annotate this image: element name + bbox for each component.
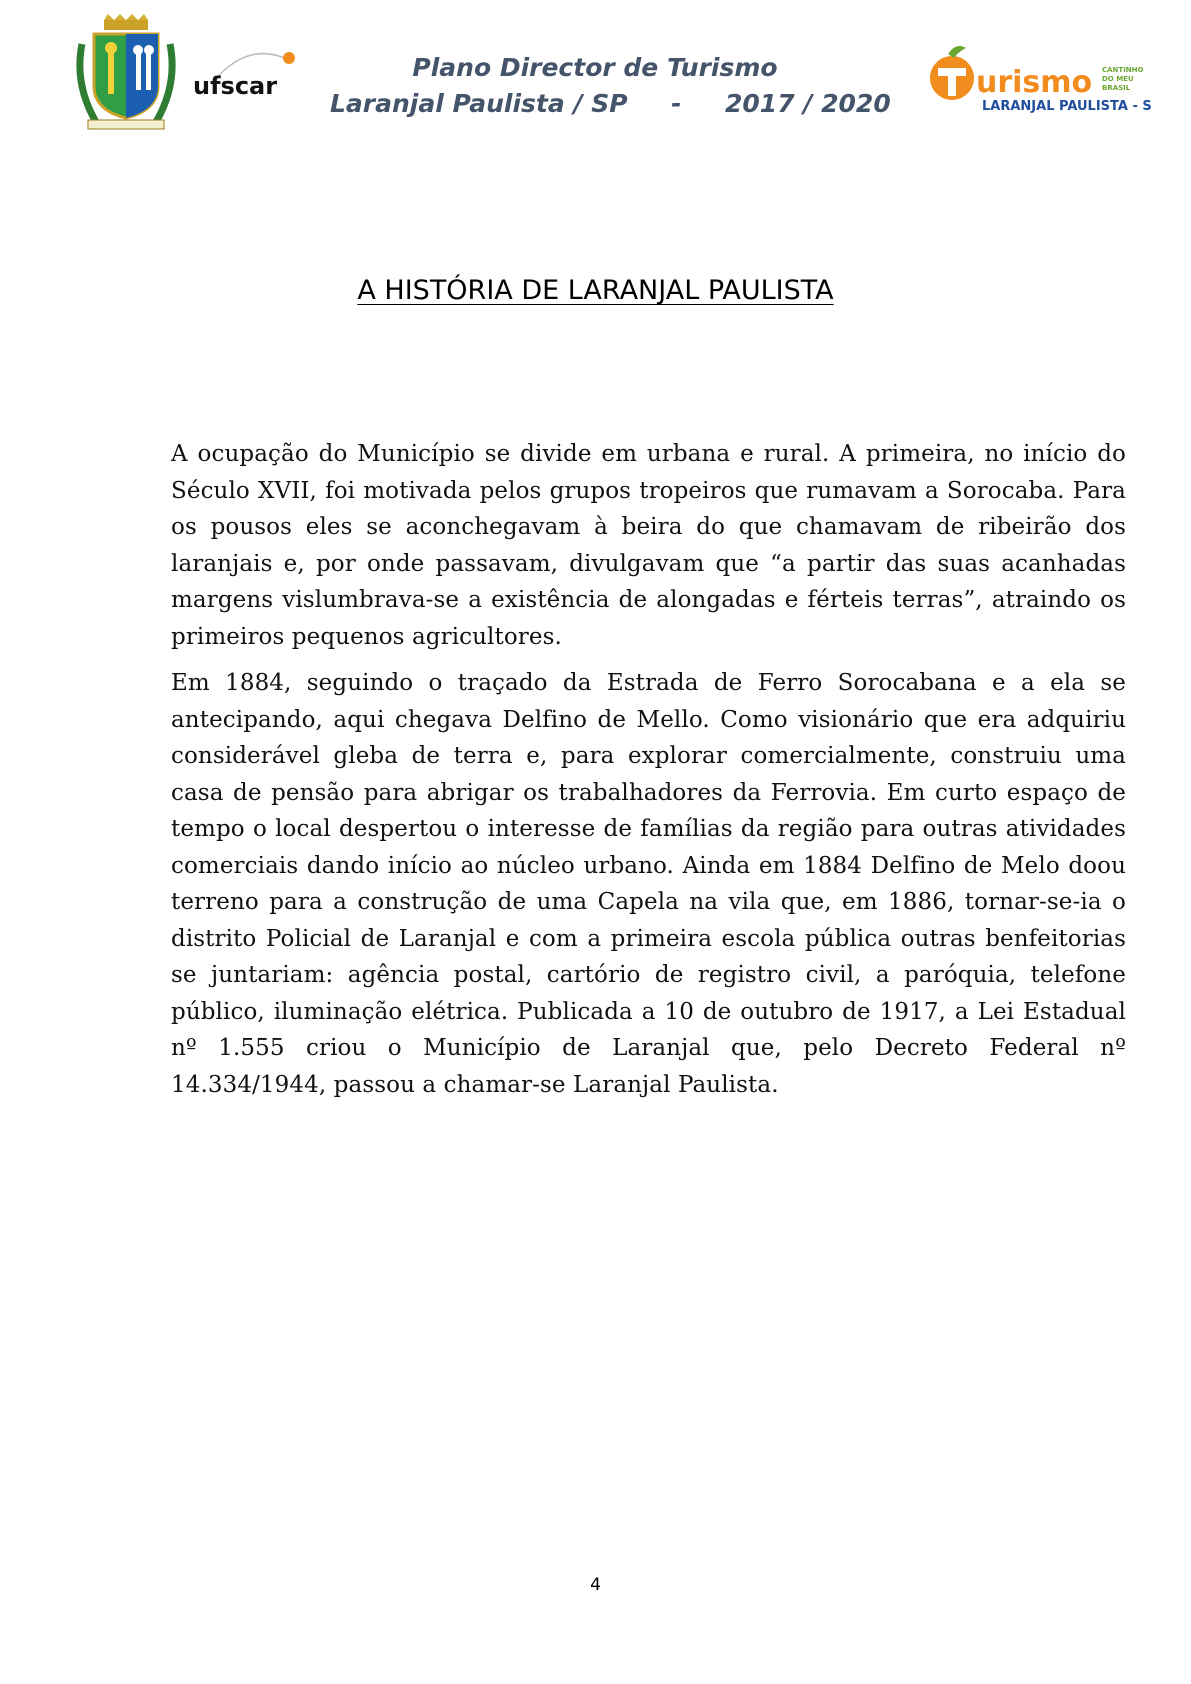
document-body (171, 436, 1126, 1113)
page-number: 4 (590, 1575, 601, 1595)
svg-text:BRASIL: BRASIL (1102, 84, 1131, 92)
document-title (0, 275, 1191, 306)
header-line-1: Plano Director de Turismo (412, 53, 778, 82)
document-title-text: A HISTÓRIA DE LARANJAL PAULISTA (357, 275, 834, 306)
svg-text:LARANJAL PAULISTA - SP: LARANJAL PAULISTA - SP (982, 99, 1151, 114)
paragraph: Em 1884, seguindo o traçado da Estrada de Ferro Sorocabana e a ela se antecipando, aqui chegava Delfino de Mello. Como visionário que era adquiriu considerável gleba de terra e, para explorar comercialmente, construiu uma casa de pensão para abrigar os trabalhadores da Ferrovia. Em curto espaço de tempo o local despertou o interesse de famílias da região para outras atividades comerciais dando início ao núcleo urbano. Ainda em 1884 Delfino de Melo doou terreno para a construção de uma Capela na vila que, em 1886, tornar-se-ia o distrito Policial de Laranjal e com a primeira escola pública outras benfeitorias se juntariam: agência postal, cartório de registro civil, a paróquia, telefone público, iluminação elétrica. Publicada a 10 de outubro de 1917, a Lei Estadual nº 1.555 criou o Município de Laranjal que, pelo Decreto Federal nº 14.334/1944, passou a chamar-se Laranjal Paulista. (171, 670, 1126, 1098)
svg-text:CANTINHO: CANTINHO (1102, 66, 1144, 74)
svg-text:urismo: urismo (976, 65, 1093, 100)
paragraph: A ocupação do Município se divide em urbana e rural. A primeira, no início do Século XVII, foi motivada pelos grupos tropeiros que rumavam a Sorocaba. Para os pousos eles se aconchegavam à beira do que chamavam de ribeirão dos laranjais e, por onde passavam, divulgavam que “a partir das suas acanhadas margens vislumbrava-se a existência de alongadas e férteis terras”, atraindo os primeiros pequenos agricultores. (171, 441, 1126, 650)
turismo-logo (926, 40, 1151, 122)
svg-text:DO MEU: DO MEU (1102, 75, 1134, 83)
header-line-2: Laranjal Paulista / SP - 2017 / 2020 (330, 89, 891, 118)
svg-text:ufscar: ufscar (193, 72, 278, 100)
header-title (330, 50, 891, 122)
municipal-crest-logo (74, 14, 178, 134)
ufscar-logo (193, 46, 299, 108)
